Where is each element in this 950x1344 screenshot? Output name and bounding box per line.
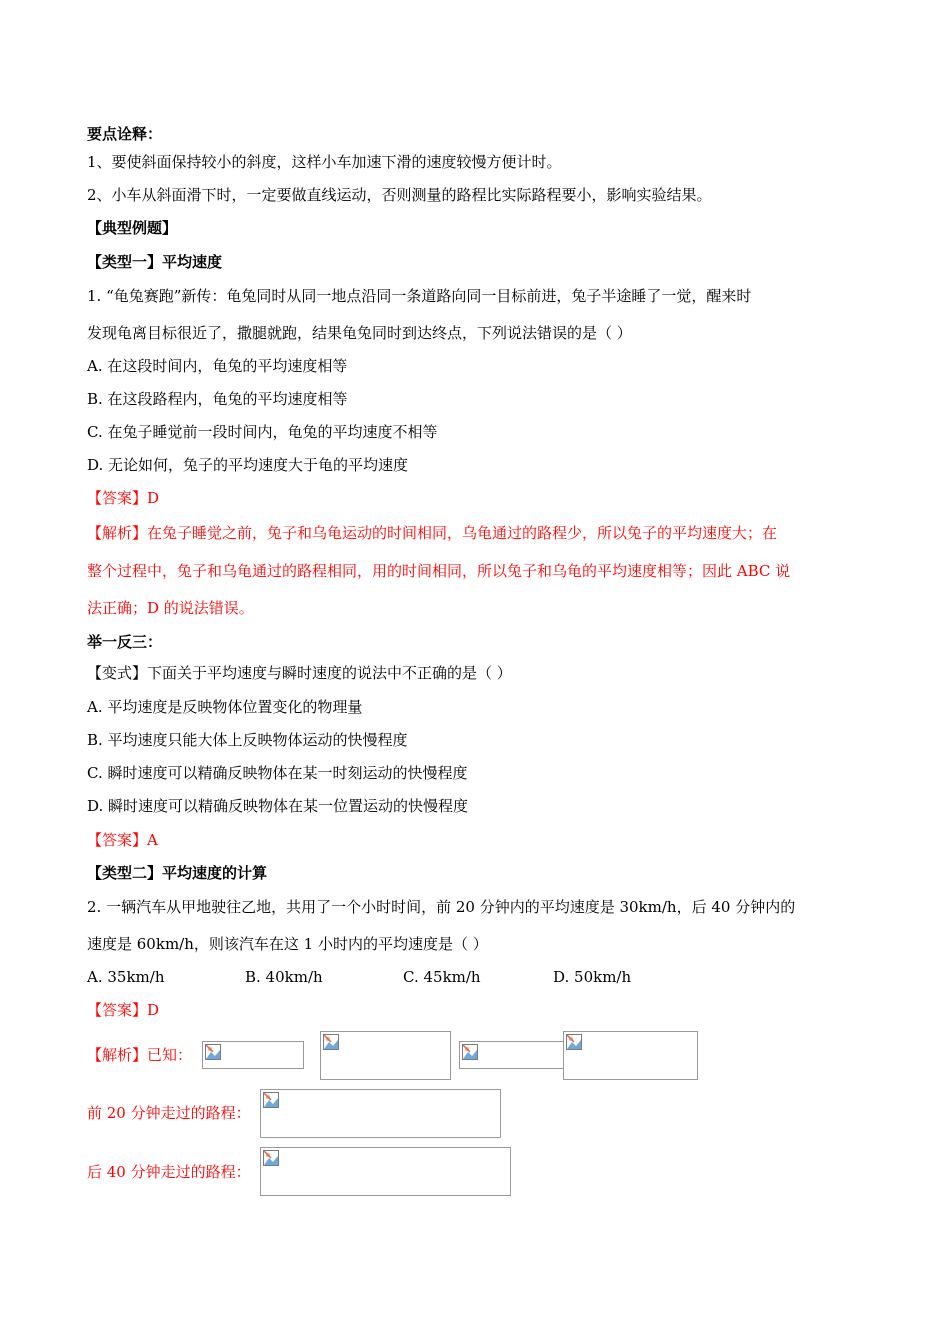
q1-option-c: C. 在兔子睡觉前一段时间内，龟兔的平均速度不相等 (87, 423, 438, 441)
q2-option-c: C. 45km/h (403, 968, 481, 986)
q2-first-distance-label: 前 20 分钟走过的路程： (87, 1104, 251, 1122)
formula-image-5 (260, 1089, 501, 1138)
key-point-2: 2、小车从斜面滑下时，一定要做直线运动，否则测量的路程比实际路程要小，影响实验结果。 (87, 186, 712, 204)
q1-option-d: D. 无论如何，兔子的平均速度大于龟的平均速度 (87, 456, 409, 474)
formula-image-6 (260, 1147, 511, 1196)
variant-option-a: A. 平均速度是反映物体位置变化的物理量 (87, 698, 363, 716)
type2-title: 【类型二】平均速度的计算 (87, 864, 268, 882)
q2-option-a: A. 35km/h (87, 968, 165, 986)
q2-text-line2: 速度是 60km/h，则该汽车在这 1 小时内的平均速度是（ ） (87, 935, 488, 953)
broken-image-icon (462, 1044, 478, 1060)
q1-analysis-line3: 法正确；D 的说法错误。 (87, 599, 254, 617)
formula-image-4 (563, 1031, 698, 1080)
q1-analysis-label: 【解析】 (87, 524, 148, 542)
broken-image-icon (323, 1034, 339, 1050)
q1-answer-value: D (147, 489, 160, 507)
broken-image-icon (566, 1034, 582, 1050)
variant-answer (87, 830, 158, 850)
q1-analysis-line1 (87, 523, 777, 543)
variant-option-c: C. 瞬时速度可以精确反映物体在某一时刻运动的快慢程度 (87, 764, 468, 782)
q2-known-label: 已知： (147, 1046, 193, 1064)
formula-image-2 (320, 1031, 451, 1080)
variant-option-b: B. 平均速度只能大体上反映物体运动的快慢程度 (87, 731, 408, 749)
q2-text-line1: 2. 一辆汽车从甲地驶往乙地，共用了一个小时时间，前 20 分钟内的平均速度是 30km/h，后 40 分钟内的 (87, 898, 796, 916)
q2-second-distance-label: 后 40 分钟走过的路程： (87, 1163, 251, 1181)
q1-answer (87, 488, 159, 508)
variant-answer-label: 【答案】 (87, 831, 148, 849)
variant-option-d: D. 瞬时速度可以精确反映物体在某一位置运动的快慢程度 (87, 797, 469, 815)
section-title: 【典型例题】 (87, 219, 178, 237)
q2-answer-label: 【答案】 (87, 1001, 148, 1019)
q1-analysis-text1: 在兔子睡觉之前，兔子和乌龟运动的时间相同，乌龟通过的路程少，所以兔子的平均速度大；在 (147, 524, 778, 542)
q2-answer (87, 1000, 159, 1020)
broken-image-icon (263, 1150, 279, 1166)
formula-image-3 (459, 1041, 565, 1069)
variant-text: 下面关于平均速度与瞬时速度的说法中不正确的是（ ） (147, 664, 512, 682)
variant-question (87, 663, 512, 683)
q1-option-b: B. 在这段路程内，龟兔的平均速度相等 (87, 390, 348, 408)
q1-text-line2: 发现龟离目标很近了，撒腿就跑，结果龟兔同时到达终点，下列说法错误的是（ ） (87, 324, 632, 342)
q2-analysis-known (87, 1045, 192, 1065)
extension-title: 举一反三： (87, 633, 163, 651)
q2-option-d: D. 50km/h (553, 968, 632, 986)
variant-label: 【变式】 (87, 664, 148, 682)
key-point-1: 1、要使斜面保持较小的斜度，这样小车加速下滑的速度较慢方便计时。 (87, 153, 562, 171)
q2-option-b: B. 40km/h (245, 968, 323, 986)
q1-text-line1: 1. “龟兔赛跑”新传：龟兔同时从同一地点沿同一条道路向同一目标前进，兔子半途睡了一觉，醒来时 (87, 287, 752, 305)
q1-answer-label: 【答案】 (87, 489, 148, 507)
type1-title: 【类型一】平均速度 (87, 253, 223, 271)
q2-analysis-label: 【解析】 (87, 1046, 148, 1064)
variant-answer-value: A (147, 831, 158, 849)
q2-answer-value: D (147, 1001, 160, 1019)
broken-image-icon (205, 1044, 221, 1060)
q1-analysis-line2: 整个过程中，兔子和乌龟通过的路程相同，用的时间相同，所以兔子和乌龟的平均速度相等；因此 ABC 说 (87, 562, 791, 580)
key-points-title: 要点诠释： (87, 125, 163, 143)
formula-image-1 (202, 1041, 304, 1069)
broken-image-icon (263, 1092, 279, 1108)
q1-option-a: A. 在这段时间内，龟兔的平均速度相等 (87, 357, 348, 375)
